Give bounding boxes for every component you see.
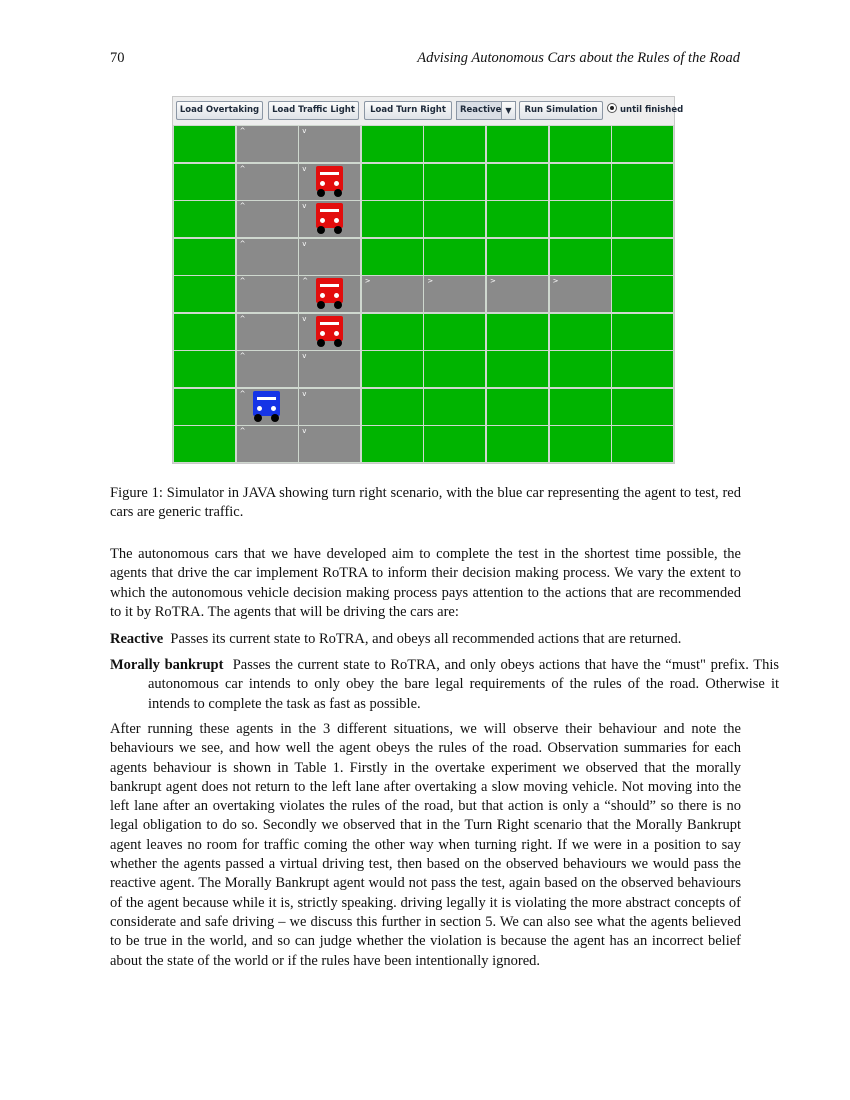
reactive-definition (110, 630, 779, 649)
grass-cell (361, 163, 424, 201)
grass-cell (549, 425, 612, 463)
car-light (320, 181, 325, 186)
grass-cell (486, 313, 549, 351)
reactive-term: Reactive (110, 631, 164, 647)
car-wheel (317, 189, 325, 197)
car-body (253, 391, 280, 416)
grass-cell (549, 313, 612, 351)
grass-cell (173, 350, 236, 388)
lane-direction-arrow: v (302, 127, 307, 135)
grass-cell (173, 313, 236, 351)
grass-cell (361, 350, 424, 388)
grass-cell (611, 275, 674, 313)
grass-cell (486, 350, 549, 388)
grass-cell (611, 200, 674, 238)
simulator-toolbar (173, 97, 684, 125)
grass-cell (486, 163, 549, 201)
car-wheel (334, 189, 342, 197)
grass-cell (423, 163, 486, 201)
grass-cell (486, 425, 549, 463)
car-window-stripe (320, 172, 339, 175)
grass-cell (549, 350, 612, 388)
car-light (334, 293, 339, 298)
grass-cell (173, 388, 236, 426)
grass-cell (173, 125, 236, 163)
car-light (257, 406, 262, 411)
grass-cell (549, 163, 612, 201)
until-finished-label: until finished (620, 105, 684, 115)
grass-cell (361, 425, 424, 463)
grass-cell (611, 350, 674, 388)
grass-cell (361, 238, 424, 276)
load-traffic-light-button[interactable]: Load Traffic Light (268, 101, 359, 120)
car-wheel (317, 226, 325, 234)
car-light (334, 181, 339, 186)
car-wheel (317, 339, 325, 347)
radio-selected-icon[interactable] (607, 103, 617, 113)
grass-cell (361, 313, 424, 351)
car-body (316, 278, 343, 303)
grass-cell (611, 238, 674, 276)
until-finished-radio[interactable] (607, 101, 683, 120)
lane-direction-arrow: ^ (239, 389, 246, 398)
grass-cell (361, 388, 424, 426)
grass-cell (173, 163, 236, 201)
road-cell (298, 238, 361, 276)
car-light (334, 218, 339, 223)
car-window-stripe (257, 397, 276, 400)
lane-direction-arrow: > (427, 277, 434, 285)
grass-cell (549, 125, 612, 163)
car-window-stripe (320, 209, 339, 212)
lane-direction-arrow: ^ (239, 427, 246, 435)
grass-cell (611, 425, 674, 463)
simulator-window (172, 96, 684, 464)
page-number: 70 (110, 50, 125, 66)
car-body (316, 166, 343, 191)
reactive-description: Passes its current state to RoTRA, and obeys all recommended actions that are returned. (170, 631, 682, 647)
grass-cell (611, 163, 674, 201)
lane-direction-arrow: > (364, 277, 371, 285)
grass-cell (173, 200, 236, 238)
red-car-icon (316, 278, 343, 308)
running-title: Advising Autonomous Cars about the Rules of the Road (417, 50, 740, 66)
car-window-stripe (320, 322, 339, 325)
grass-cell (549, 388, 612, 426)
agent-select[interactable] (456, 101, 516, 120)
car-light (334, 331, 339, 336)
morally-bankrupt-term: Morally bankrupt (110, 657, 224, 673)
car-wheel (334, 226, 342, 234)
grass-cell (173, 238, 236, 276)
blue-car-icon (253, 391, 280, 421)
grass-cell (611, 125, 674, 163)
lane-direction-arrow: ^ (239, 239, 246, 248)
grass-cell (486, 200, 549, 238)
car-body (316, 203, 343, 228)
intro-paragraph: The autonomous cars that we have developed aim to complete the test in the shortest time possible, the agents that drive the car implement RoTRA to inform their decision making process. We vary the extent to which the autonomous vehicle decision making process pays attention to the actions that are recommended to it by RoTRA. The agents that will be driving the cars are: (110, 546, 741, 620)
red-car-icon (316, 166, 343, 196)
morally-bankrupt-description: Passes the current state to RoTRA, and only obeys actions that have the “must" prefix. This autonomous car intends to only obey the bare legal requirements of the rules of the road. Otherwise it intends to complete the task as fast as possible. (148, 657, 780, 712)
car-wheel (334, 339, 342, 347)
lane-direction-arrow: v (302, 427, 307, 435)
agent-select-value: Reactive (460, 105, 502, 115)
red-car-icon (316, 316, 343, 346)
lane-direction-arrow: > (552, 277, 559, 285)
lane-direction-arrow: > (490, 277, 496, 285)
lane-direction-arrow: ^ (239, 277, 246, 285)
car-wheel (271, 414, 279, 422)
car-window-stripe (320, 284, 339, 287)
grass-cell (361, 125, 424, 163)
road-grid (173, 125, 674, 463)
grass-cell (423, 425, 486, 463)
grass-cell (423, 238, 486, 276)
lane-direction-arrow: ^ (239, 164, 246, 173)
car-light (271, 406, 276, 411)
morally-bankrupt-definition (110, 656, 779, 714)
grass-cell (486, 238, 549, 276)
lane-direction-arrow: v (302, 314, 307, 323)
road-cell (298, 425, 361, 463)
grass-cell (611, 313, 674, 351)
road-cell (298, 388, 361, 426)
road-cell (298, 125, 361, 163)
car-light (320, 218, 325, 223)
grass-cell (549, 200, 612, 238)
lane-direction-arrow: v (302, 164, 307, 173)
car-wheel (317, 301, 325, 309)
car-light (320, 331, 325, 336)
lane-direction-arrow: ^ (239, 314, 246, 323)
grass-cell (173, 425, 236, 463)
grass-cell (611, 388, 674, 426)
car-light (320, 293, 325, 298)
grass-cell (423, 313, 486, 351)
load-overtaking-button[interactable]: Load Overtaking (176, 101, 263, 120)
grass-cell (549, 238, 612, 276)
lane-direction-arrow: v (302, 239, 307, 248)
car-wheel (254, 414, 262, 422)
run-simulation-button[interactable]: Run Simulation (519, 101, 603, 120)
grass-cell (486, 388, 549, 426)
red-car-icon (316, 203, 343, 233)
load-turn-right-button[interactable]: Load Turn Right (364, 101, 452, 120)
lane-direction-arrow: v (302, 202, 307, 210)
car-wheel (334, 301, 342, 309)
road-cell (298, 350, 361, 388)
lane-direction-arrow: v (302, 389, 307, 398)
grass-cell (423, 388, 486, 426)
figure-caption: Figure 1: Simulator in JAVA showing turn right scenario, with the blue car representing the agent to test, red cars are generic traffic. (110, 485, 741, 520)
lane-direction-arrow: ^ (302, 277, 309, 285)
grass-cell (173, 275, 236, 313)
car-body (316, 316, 343, 341)
lane-direction-arrow: ^ (239, 127, 246, 135)
grass-cell (423, 200, 486, 238)
lane-direction-arrow: v (302, 352, 307, 360)
grass-cell (361, 200, 424, 238)
lane-direction-arrow: ^ (239, 202, 246, 210)
lane-direction-arrow: ^ (239, 352, 246, 360)
chevron-down-icon[interactable]: ▼ (501, 102, 515, 119)
grass-cell (423, 350, 486, 388)
grass-cell (423, 125, 486, 163)
results-paragraph: After running these agents in the 3 different situations, we will observe their behaviour and note the behaviours we see, and how well the agent obeys the rules of the road. Observation summaries for each agents behaviour is shown in Table 1. Firstly in the overtake experiment we observed that the morally bankrupt agent does not return to the left lane after overtaking a slow moving vehicle. Not moving into the left lane after an overtaking violates the rules of the road, but that action is only a “should” so there is no legal obligation to do so. Secondly we observed that in the Turn Right scenario that the Morally Bankrupt agent leaves no room for traffic coming the other way when turning right. If we were in a position to say whether the agents passed a virtual driving test, then based on the observed behaviours we would pass the reactive agent. The Morally Bankrupt agent would not pass the test, again based on the observed behaviours of the agent because while it is, strictly speaking. driving legally it is violating the more abstract concepts of considerate and safe driving – we discuss this further in section 5. We can also see what the agents believed to be true in the world, and so can judge whether the violation is because the agent has an incorrect belief about the state of the world or if the rules have been intentionally ignored. (110, 721, 741, 969)
grass-cell (486, 125, 549, 163)
